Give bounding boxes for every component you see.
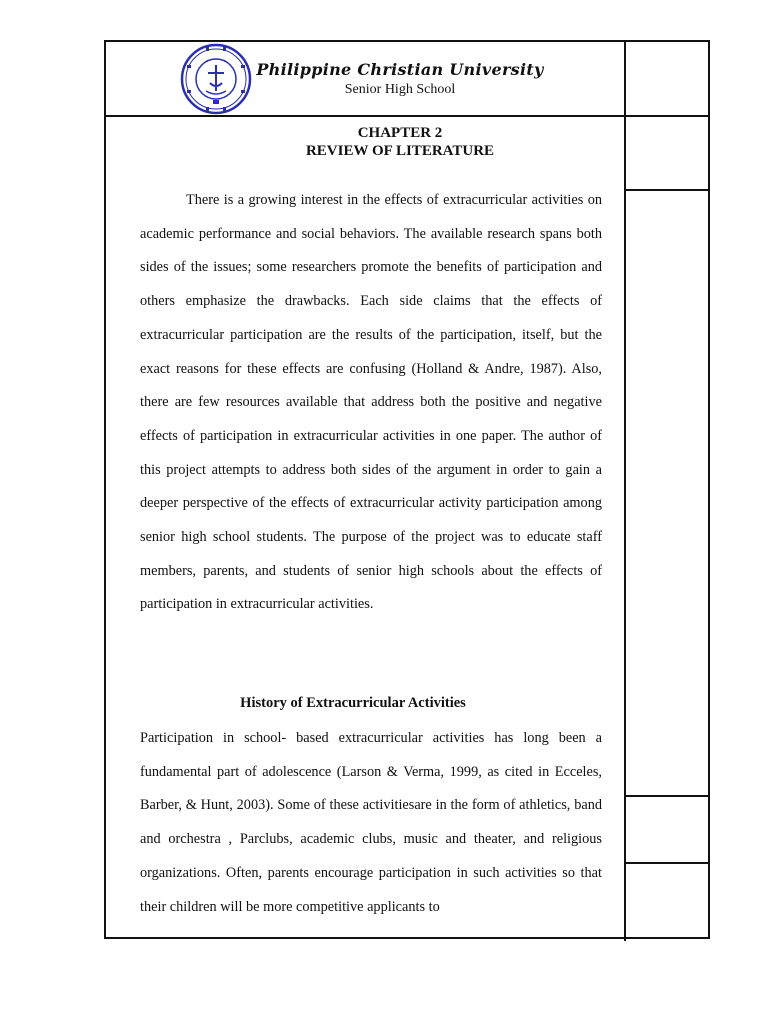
margin-rule	[626, 189, 708, 191]
header-divider	[104, 115, 710, 117]
university-name: Philippine Christian University	[256, 60, 544, 79]
margin-rule	[626, 795, 708, 797]
university-seal-logo	[180, 43, 252, 115]
intro-paragraph	[140, 184, 602, 622]
department-name: Senior High School	[344, 82, 456, 97]
section-heading: History of Extracurricular Activities	[240, 695, 466, 711]
margin-rule	[626, 862, 708, 864]
history-paragraph	[140, 722, 602, 924]
chapter-number: CHAPTER 2	[357, 125, 443, 141]
intro-paragraph-text: There is a growing interest in the effects of extracurricular activities on academic performance and social behaviors. The available research spans both sides of the issues; some researchers promote the benefits of participation and others emphasize the drawbacks. Each side claims that the effects of extracurricular participation are the results of the participation, itself, but the exact reasons for these effects are confusing (Holland & Andre, 1987). Also, there are few resources available that address both the positive and negative effects of participation in extracurricular activities in one paper. The author of this project attempts to address both sides of the argument in order to gain a deeper perspective of the effects of extracurricular activity participation among senior high school students. The purpose of the project was to educate staff members, parents, and students of senior high schools about the effects of participation in extracurricular activities.	[140, 192, 602, 613]
history-paragraph-text: Participation in school- based extracurricular activities has long been a fundamental part of adolescence (Larson & Verma, 1999, as cited in Ecceles, Barber, & Hunt, 2003). Some of these activitiesare in the form of athletics, band and orchestra , Parclubs, academic clubs, music and theater, and religious organizations. Often, parents encourage participation in such activities so that their children will be more competitive applicants to	[140, 730, 602, 915]
margin-column-divider	[624, 40, 626, 941]
chapter-title: REVIEW OF LITERATURE	[305, 143, 495, 159]
